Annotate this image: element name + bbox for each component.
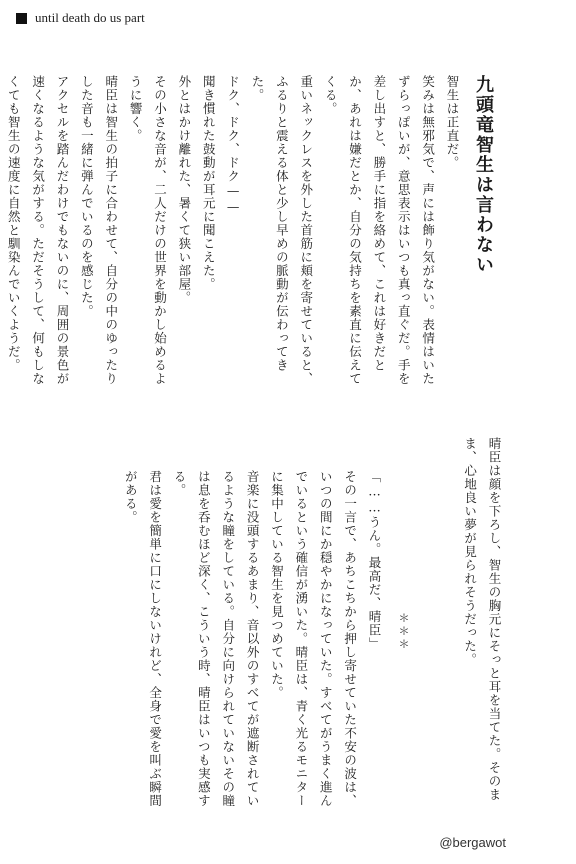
lower-text-block-b: 「……うん。最高だ、晴臣」 その一言で、あちこちから押し寄せていた不安の波は、いつの間にか穏やかになっていた。すべてがうまく進んでいるという確信が湧いた。晴臣は、青く光るモニターに集中している智生を見つめていた。 音楽に没頭するあまり、音以外のすべてが遮断されているような瞳をしている。自分に向けられていないその瞳は息を呑むほど深く、こういう時、晴臣はいつも実感する。 君は愛を簡単に口にしないけれど、全身で愛を叫ぶ瞬間がある。 — [123, 470, 382, 808]
upper-text-block: 智生は正直だ。 笑みは無邪気で、声には飾り気がない。表情はいたずらっぽいが、意思表示はいつも真っ直ぐだ。手を差し出すと、勝手に指を絡めて、これは好きだとか、あれは嫌だとか、自分の気持ちを素直に伝えてくる。 重いネックレスを外した首筋に頬を寄せていると、ふるりと震える体と少し早めの脈動が伝わってきた。 ドク、ドク、ドク—— 聞き慣れた鼓動が耳元に聞こえた。 外とはかけ離れた、暑くて狭い部屋。 その小さな音が、二人だけの世界を動かし始めるように響く。 晴臣は智生の拍子に合わせて、自分の中のゆったりした音も一緒に弾んでいるのを感じた。 アクセルを踏んだわけでもないのに、周囲の景色が速くなるような気がする。ただそうして、何もしなくても智生の速度に自然と馴染んでいくようだ。 — [6, 75, 460, 386]
page-header — [16, 10, 145, 26]
lower-text-block-a: 晴臣は顔を下ろし、智生の胸元にそっと耳を当てた。そのまま、心地良い夢が見られそうだった。 — [462, 437, 502, 802]
story-title: 九頭竜智生は言わない — [473, 75, 494, 275]
square-bullet-icon — [16, 13, 27, 24]
section-separator: ＊＊＊ — [397, 612, 410, 651]
author-watermark: @bergawot — [439, 835, 506, 850]
header-label: until death do us part — [35, 10, 145, 25]
